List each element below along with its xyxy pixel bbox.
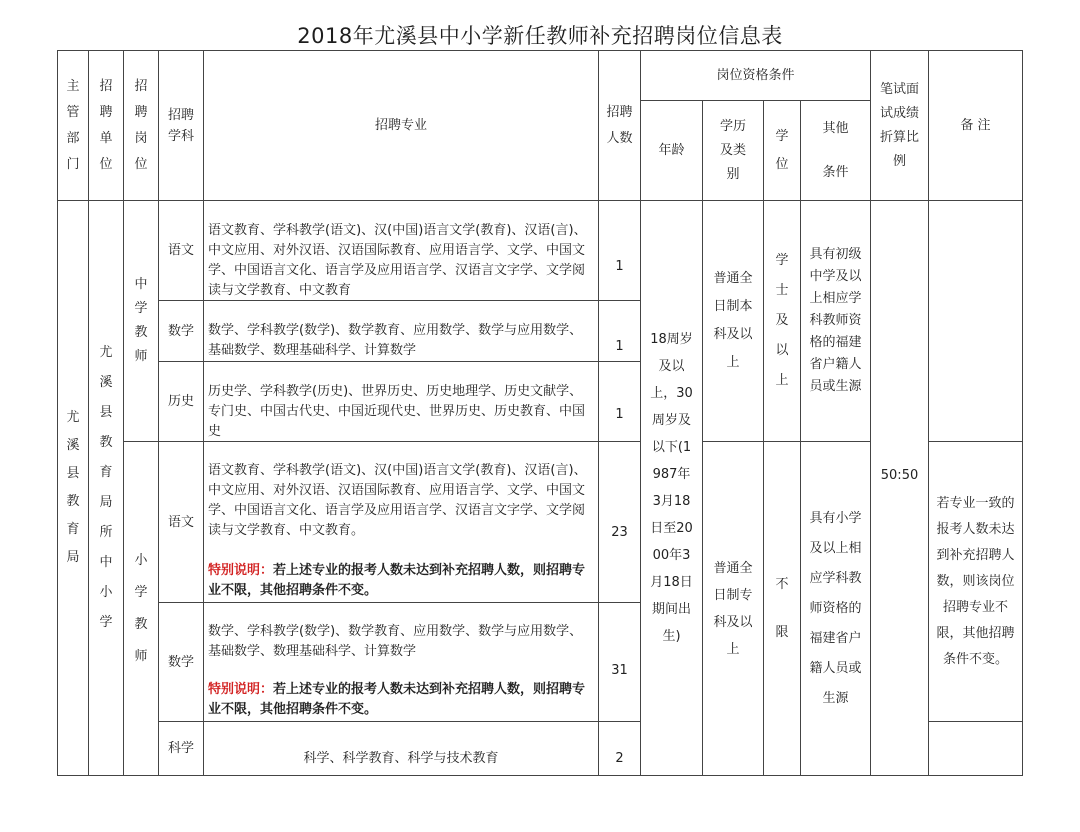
- major-cell: 语文教育、学科教学(语文)、汉(中国)语言文学(教育)、汉语(言)、中文应用、对外汉语、汉语国际教育、应用语言学、文学、中国文学、中国语言文化、语言学及应用语言学、汉语言文字学、文学阅读与文学教育、中文教育: [208, 223, 587, 298]
- special-note: [208, 680, 594, 720]
- header-remark: 备 注: [960, 118, 991, 133]
- post-primary: 小学教师: [134, 552, 148, 664]
- header-dept: 主管部门: [66, 78, 80, 172]
- education-middle: 普通全日制本科及以上: [713, 271, 753, 370]
- special-note: [208, 561, 594, 601]
- subject-cell: 语文: [167, 514, 194, 530]
- page-title: 2018年尤溪县中小学新任教师补充招聘岗位信息表: [297, 24, 783, 48]
- education-primary: 普通全日制专科及以上: [713, 560, 753, 657]
- other-middle: 具有初级中学及以上相应学科教师资格的福建省户籍人员或生源: [809, 247, 862, 394]
- special-note-label: 特别说明：: [208, 682, 274, 697]
- ratio-cell: 50:50: [880, 468, 919, 483]
- subject-cell: 数学: [167, 323, 194, 339]
- header-age: 年龄: [658, 143, 685, 158]
- age-cell: 18周岁及以上，30周岁及以下(1987年3月18日至2000年3月18日期间出生): [650, 332, 693, 644]
- header-subject: 招聘学科: [167, 107, 194, 144]
- degree-middle: 学士及以上: [775, 253, 789, 388]
- major-cell: [208, 622, 594, 720]
- header-count: 招聘人数: [606, 104, 633, 146]
- header-degree: 学位: [775, 128, 789, 172]
- major-cell: 科学、科学教育、科学与技术教育: [303, 751, 499, 766]
- special-note-label: 特别说明：: [208, 563, 274, 578]
- unit-cell: 尤溪县教育局所中小学: [99, 345, 113, 630]
- header-ratio: 笔试面试成绩折算比例: [879, 81, 919, 169]
- remark-cell: 若专业一致的报考人数未达到补充招聘人数，则该岗位招聘专业不限，其他招聘条件不变。: [936, 495, 1015, 667]
- major-cell: 数学、学科教学(数学)、数学教育、应用数学、数学与应用数学、基础数学、数理基础科学、计算数学: [208, 323, 583, 358]
- header-major: 招聘专业: [374, 118, 427, 133]
- subject-cell: 数学: [167, 654, 194, 670]
- count-cell: 2: [615, 751, 624, 766]
- header-unit: 招聘单位: [99, 78, 113, 172]
- subject-cell: 历史: [167, 394, 194, 409]
- major-cell: [208, 461, 594, 601]
- count-cell: 31: [611, 663, 628, 678]
- post-middle: 中学教师: [134, 277, 148, 364]
- major-text: 数学、学科教学(数学)、数学教育、应用数学、数学与应用数学、基础数学、数理基础科学、计算数学: [208, 624, 583, 659]
- header-post: 招聘岗位: [134, 78, 148, 172]
- special-note-text: 若上述专业的报考人数未达到补充招聘人数，则招聘专业不限，其他招聘条件不变。: [208, 563, 586, 598]
- count-cell: 1: [615, 258, 624, 274]
- major-cell: 历史学、学科教学(历史)、世界历史、历史地理学、历史文献学、专门史、中国古代史、中国近现代史、世界历史、历史教育、中国史: [208, 384, 586, 439]
- other-primary: 具有小学及以上相应学科教师资格的福建省户籍人员或生源: [809, 510, 862, 706]
- subject-cell: 语文: [167, 243, 194, 258]
- count-cell: 1: [615, 407, 624, 422]
- header-qualification: 岗位资格条件: [716, 68, 795, 83]
- count-cell: 1: [615, 338, 624, 354]
- degree-primary: 不限: [775, 576, 789, 640]
- major-text: 语文教育、学科教学(语文)、汉(中国)语言文学(教育)、汉语(言)、中文应用、对外汉语、汉语国际教育、应用语言学、文学、中国文学、中国语言文化、语言学及应用语言学、汉语言文字学、文学阅读与文学教育、中文教育。: [208, 463, 587, 538]
- header-education: 学历及类别: [719, 118, 746, 182]
- count-cell: 23: [611, 524, 628, 540]
- dept-cell: 尤溪县教育局: [66, 410, 80, 565]
- special-note-text: 若上述专业的报考人数未达到补充招聘人数，则招聘专业不限，其他招聘条件不变。: [208, 682, 586, 717]
- subject-cell: 科学: [167, 741, 194, 756]
- header-other: 其他条件: [822, 120, 849, 180]
